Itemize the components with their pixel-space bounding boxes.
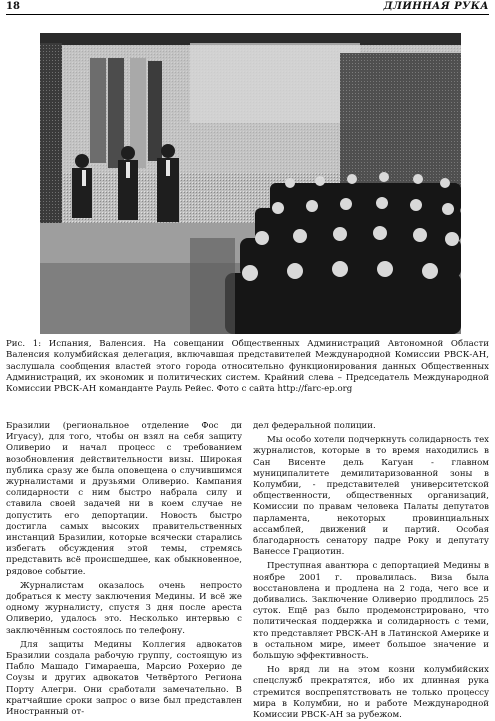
running-title: ДЛИННАЯ РУКА	[383, 1, 489, 12]
figure-caption: Рис. 1: Испания, Валенсия. На совещании Общественных Администраций Автономной Области Валенсия колумбийская делегация, включавшая представителей Международной Комиссии РВСК-АН, заслушала сообщения властей этого города относительно функционирования данных Общественных Администраций, их экономик и политических систем. Крайний слева – Председатель Международной Комиссии РВСК-АН команданте Рауль Рейес. Фото с сайта http://farc-ep.org	[6, 339, 489, 395]
paragraph: Но вряд ли на этом козни колумбийских спецслужб прекратятся, ибо их длинная рука стремится воспрепятствовать не только процессу мира в Колумбии, но и работе Международной Комиссии РВСК-АН за рубежом.	[253, 665, 489, 721]
page-number: 18	[6, 1, 20, 12]
right-column	[253, 421, 489, 721]
meeting-photo-illustration	[40, 33, 461, 334]
figure-photo	[40, 33, 461, 334]
paragraph: Бразилии (региональное отделение Фос ди Игуасу), для того, чтобы он взял на себя защиту Оливерио и начал процесс с требованием возобновления действительности визы. Широкая публика сразу же была оповещена о случившимся журналистами и друзьями Оливерио. Кампания солидарности с ним быстро набрала силу и ставила своей задачей ни в коем случае не допустить его депортации. Новость быстро достигла самых высоких правительственных инстанций Бразилии, которые всячески старались избегать обсуждения этой темы, стремясь представить всё происшедшее, как обыкновенное, рядовое событие.	[6, 421, 242, 577]
left-column	[6, 421, 242, 718]
page-header	[6, 0, 489, 15]
paragraph: Для защиты Медины Коллегия адвокатов Бразилии создала рабочую группу, состоящую из Пабло Машадо Гимараеша, Марсио Рохерио де Соузы и других адвокатов Четвёртого Региона Порту Алегри. Они сработали замечательно. В кратчайшие сроки запрос о визе был представлен Иностранный от-	[6, 639, 242, 718]
paragraph: Преступная авантюра с депортацией Медины в ноябре 2001 г. провалилась. Виза была восстановлена и продлена на 2 года, чего все и добивались. Заключение Оливерио продлилось 25 суток. Ещё раз было продемонстрировано, что политическая поддержка и солидарность с теми, кто представляет РВСК-АН в Латинской Америке и в остальном мире, имеет большое значение и большую эффективность.	[253, 561, 489, 662]
paragraph: Мы особо хотели подчеркнуть солидарность тех журналистов, которые в то время находились в Сан Висенте дель Кагуан - главном муниципалитете демилитаризованной зоны в Колумбии, - представителей университетской общественности, общественных организаций, Комиссии по правам человека Палаты депутатов парламента, некоторых провинциальных ассамблей, движений и партий. Особая благодарность сенатору падре Року и депутату Ванессе Грациотин.	[253, 435, 489, 558]
paragraph: Журналистам оказалось очень непросто добраться к месту заключения Медины. И всё же одному журналисту, спустя 3 дня после ареста Оливерио, удалось это. Несколько интервью с заключённым состоялось по телефону.	[6, 580, 242, 636]
paragraph: дел федеральной полиции.	[253, 421, 376, 431]
